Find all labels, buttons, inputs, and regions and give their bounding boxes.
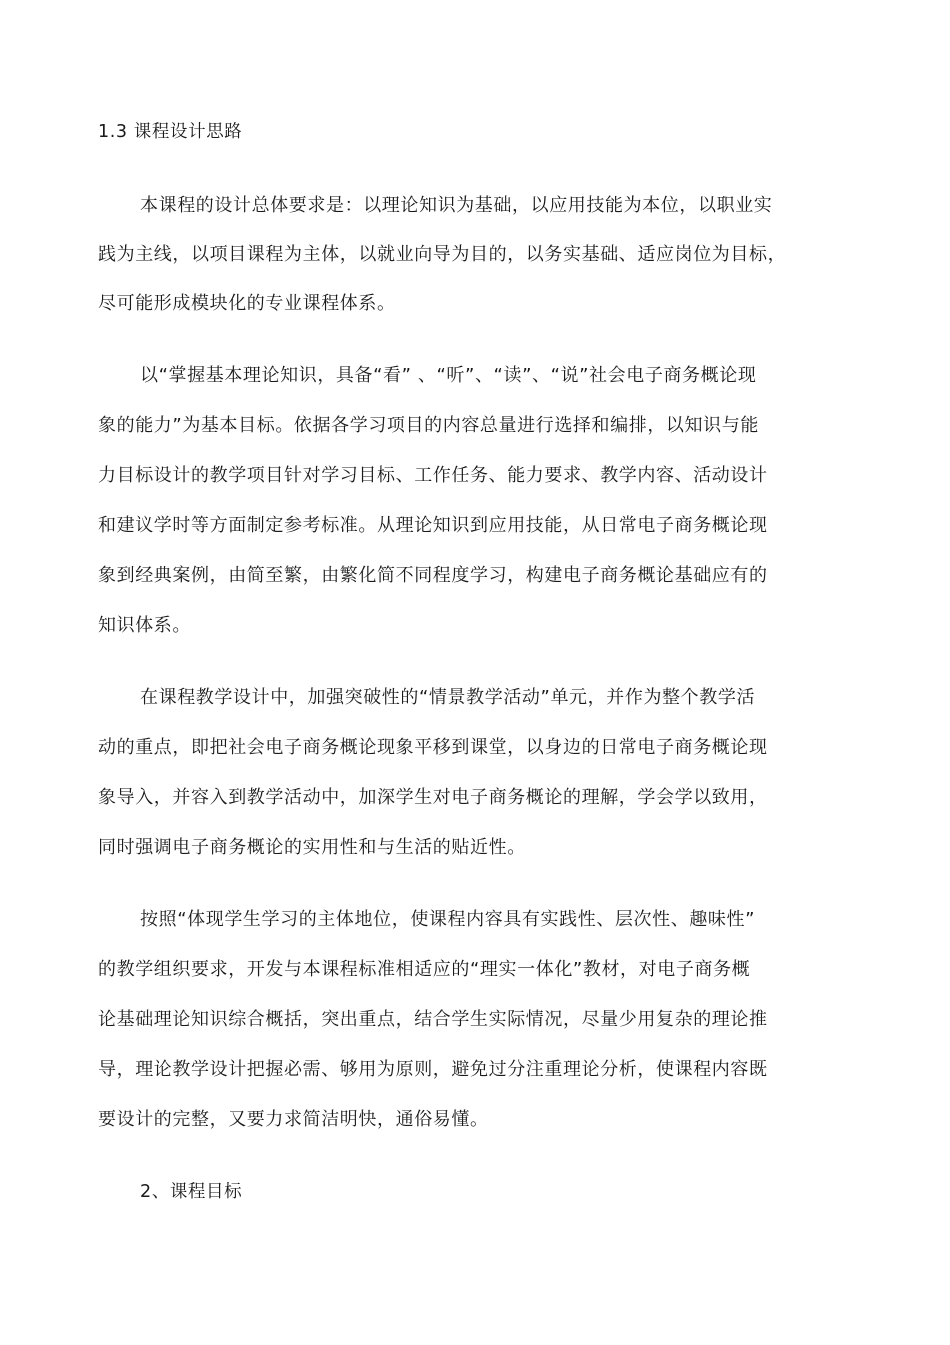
paragraph-2-line-3: 力目标设计的教学项目针对学习目标、工作任务、能力要求、教学内容、活动设计 bbox=[98, 465, 768, 486]
paragraph-3-line-2: 动的重点，即把社会电子商务概论现象平移到课堂，以身边的日常电子商务概论现 bbox=[98, 737, 768, 758]
paragraph-1-line-1: 本课程的设计总体要求是：以理论知识为基础，以应用技能为本位，以职业实 bbox=[140, 195, 773, 216]
paragraph-2-line-1: 以“掌握基本理论知识，具备“看” 、“听”、“读”、“说”社会电子商务概论现 bbox=[140, 365, 757, 386]
next-section-heading: 2、课程目标 bbox=[140, 1182, 243, 1202]
paragraph-4-line-4: 导，理论教学设计把握必需、够用为原则，避免过分注重理论分析，使课程内容既 bbox=[98, 1059, 768, 1080]
paragraph-3-line-1: 在课程教学设计中，加强突破性的“情景教学活动”单元，并作为整个教学活 bbox=[140, 687, 756, 708]
paragraph-4-line-5: 要设计的完整，又要力求简洁明快，通俗易懂。 bbox=[98, 1109, 489, 1130]
section-heading: 1.3 课程设计思路 bbox=[98, 122, 243, 142]
paragraph-3-line-3: 象导入，并容入到教学活动中，加深学生对电子商务概论的理解，学会学以致用， bbox=[98, 787, 768, 808]
paragraph-4-line-2: 的教学组织要求，开发与本课程标准相适应的“理实一体化”教材，对电子商务概 bbox=[98, 959, 751, 980]
paragraph-2-line-2: 象的能力”为基本目标。依据各学习项目的内容总量进行选择和编排，以知识与能 bbox=[98, 415, 759, 436]
paragraph-2-line-4: 和建议学时等方面制定参考标准。从理论知识到应用技能，从日常电子商务概论现 bbox=[98, 515, 768, 536]
paragraph-1-line-3: 尽可能形成模块化的专业课程体系。 bbox=[98, 293, 396, 314]
paragraph-2-line-6: 知识体系。 bbox=[98, 615, 191, 636]
paragraph-4-line-3: 论基础理论知识综合概括，突出重点，结合学生实际情况，尽量少用复杂的理论推 bbox=[98, 1009, 768, 1030]
paragraph-4-line-1: 按照“体现学生学习的主体地位，使课程内容具有实践性、层次性、趣味性” bbox=[140, 909, 756, 930]
paragraph-1-line-2: 践为主线，以项目课程为主体，以就业向导为目的，以务实基础、适应岗位为目标， bbox=[98, 244, 787, 265]
paragraph-2-line-5: 象到经典案例，由简至繁，由繁化简不同程度学习，构建电子商务概论基础应有的 bbox=[98, 565, 768, 586]
paragraph-3-line-4: 同时强调电子商务概论的实用性和与生活的贴近性。 bbox=[98, 837, 526, 858]
